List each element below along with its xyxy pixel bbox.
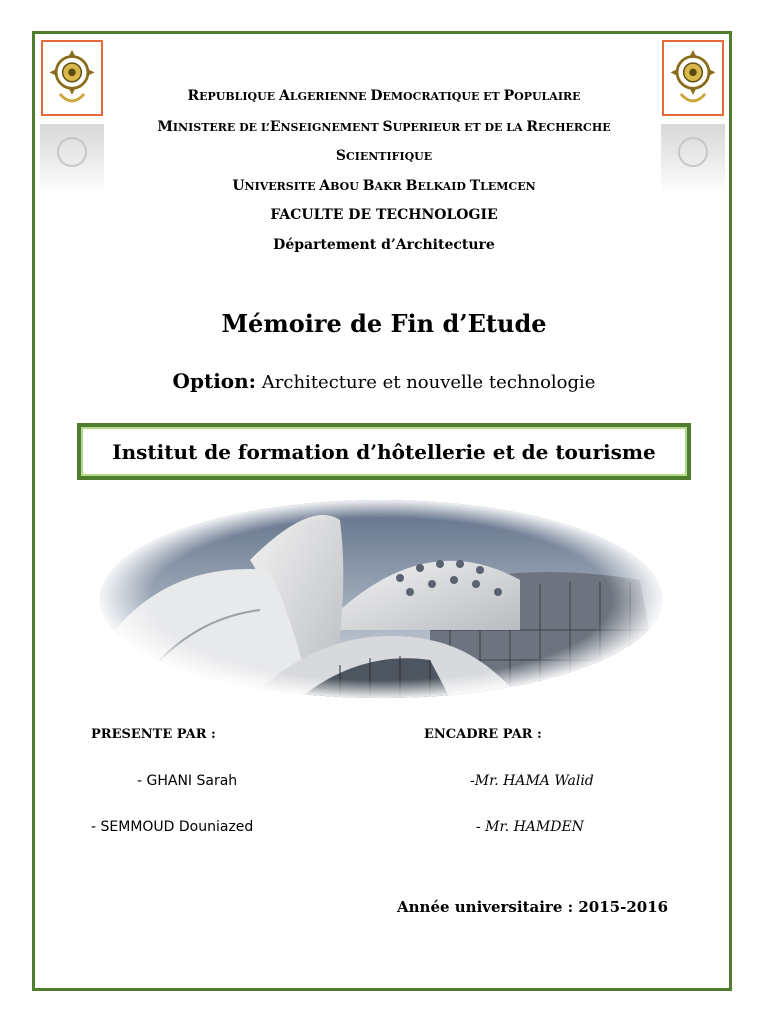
building-rendering [100, 500, 662, 698]
university-emblem-icon [662, 40, 724, 116]
department-heading: Département d’Architecture [273, 237, 495, 253]
supervisor-name: - Mr. HAMDEN [476, 819, 584, 835]
academic-year: Année universitaire : 2015-2016 [397, 898, 669, 916]
student-name: - SEMMOUD Douniazed [91, 819, 254, 835]
university-emblem-icon [41, 40, 103, 116]
option-value: Architecture et nouvelle technologie [256, 372, 596, 393]
supervised-by-label: ENCADRE PAR : [424, 727, 542, 742]
option-label: Option: [172, 369, 257, 393]
document-title: Mémoire de Fin d’Etude [221, 309, 547, 338]
option-line [0, 369, 768, 393]
ministry-heading-continued: SCIENTIFIQUE [335, 148, 433, 164]
student-name: - GHANI Sarah [137, 773, 238, 789]
faculty-heading: FACULTE DE TECHNOLOGIE [270, 207, 498, 223]
ministry-heading: MINISTERE DE L’ENSEIGNEMENT SUPERIEUR ET DE LA RECHERCHE [157, 119, 611, 135]
project-title-box [77, 423, 691, 480]
project-title: Institut de formation d’hôtellerie et de tourisme [81, 427, 687, 476]
presented-by-label: PRESENTE PAR : [91, 727, 216, 742]
supervisor-name: -Mr. HAMA Walid [470, 773, 594, 789]
university-heading: UNIVERSITE ABOU BAKR BELKAID TLEMCEN [232, 178, 536, 194]
republic-heading: REPUBLIQUE ALGERIENNE DEMOCRATIQUE ET POPULAIRE [187, 88, 581, 104]
